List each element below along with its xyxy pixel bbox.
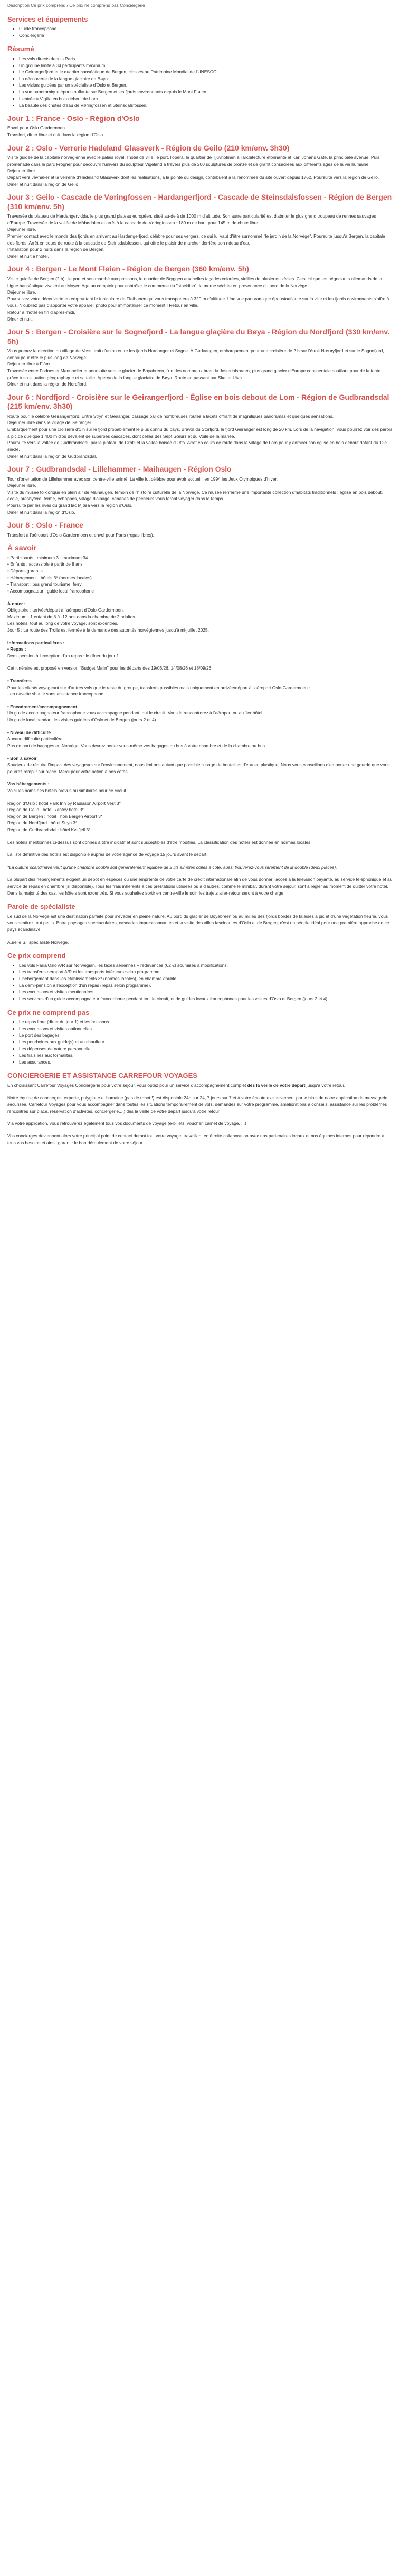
info-item: • Accompagnateur : guide local francophone [7,588,94,594]
day-text: Visite guidée de Bergen (2 h) : le port et son marché aux poissons, le quartier de Bryggen aux belles façades colorées, vieilles de plusieurs siècles. C'est ici que les négociants allemands de la Ligue hanséatique vivaient au Moyen Âge un comptoir pour contrôler le commerce du "stockfish", la morue séchée en provenance du nord de la Norvège. [7,276,382,288]
list-item: • L'hébergement dans les établissements 3* (normes locales), en chambre double. [19,975,393,982]
list-item: • Conciergerie [19,32,393,39]
day-text: Traversée entre Fodnes et Mannheller et poursuite vers le glacier de Boyabreen, l'un des nombreux bras du Jostedalsbreen, plus grand glacier d'Europe continentale soufflant pour de la fonte grâce à sa situation géographique et sa taille. Aperçu de la langue glaciaire de Bøya. Route en passant par Skei et Utvik. [7,368,381,380]
comprend-list [7,962,393,1002]
note-text: Jour 5 : La route des Trolls est fermée à la demande des autorités norvégiennes jusqu'à mi-juillet 2025. [7,627,209,633]
hotel-item: Région de Gudbrandsdal : hôtel Kvitfjell 3* [7,826,91,832]
list-item: • Les excursions et visites optionnelles. [19,1026,393,1032]
list-item: • Les assurances. [19,1059,393,1066]
day-title: Jour 3 : Geilo - Cascade de Vøringfossen - Hardangerfjord - Cascade de Steinsdalsfossen - Région de Bergen (310 km/env. 5h) [7,193,392,211]
hotels-note: La liste définitive des hôtels est disponible auprès de votre agence de voyage 15 jours avant le départ. [7,852,208,858]
difficulte-text: Aucune difficulté particulière. [7,736,64,742]
specialiste-signature: Aurélie S., spécialiste Norvège. [7,939,69,945]
transferts-text: - en navette shuttle sans assistance francophone. [7,691,105,697]
note-text: Obligatoire : arrivée/départ à l'aéroport d'Oslo-Gardermoen. [7,607,125,613]
conciergerie-text-part: En choisissant Carrefour Voyages Conciergerie pour votre séjour, vous optez pour un service d'accompagnement complet [7,1082,247,1088]
conciergerie-text-part: jusqu'à votre retour. [305,1082,346,1088]
day-text: Dîner et nuit dans la région de Gudbrandsdal. [7,453,97,459]
resume-list [7,55,393,109]
list-item: • Le repas libre (dîner du jour 1) et les boissons. [19,1019,393,1026]
info-item: • Enfants : accessible à partir de 8 ans [7,561,83,567]
day-text: Embarquement pour une croisière d'1 h sur le fjord probablement le plus connu du pays. Bravo! du Storfjord, le fjord Geiranger est long de 20 km. Lors de la navigation, vous pourrez voir des parois à pic de quelque 1.400 m d'où dévalent de superbes cascades, dont celles des Sept Sœurs et du Voile de la mariée. [7,427,393,439]
info-title: Informations particulières : [7,640,64,645]
list-item: • La beauté des chutes d'eau de Vøringfossen et Steinsdalsfossen. [19,102,393,109]
specialiste-text: Le sud de la Norvège est une destination parfaite pour s'évader en pleine nature. Au bord du glacier de Boyabreen ou au milieu des fjords bordés de falaises à pic et d'une végétation fleurie, vous vous sentirez tout petits. Entre paysages spectaculaires, cascades impressionnantes et la visite des villes fascinantes d'Oslo et de Bergen, c'est un périple idéal pour une première approche de ce pays scandinave. [7,913,389,933]
transferts-text: Pour les clients voyageant sur d'autres vols que le reste du groupe, transferts possibles mais uniquement en arrivée/départ à l'aéroport Oslo-Gardermoen : [7,684,310,690]
encadrement-text: Un guide accompagnateur francophone vous accompagne pendant tout le circuit. Vous le rencontrerez à l'aéroport ou au 1er hôtel. [7,710,264,716]
ne-comprend-title: Ce prix ne comprend pas [7,1008,90,1017]
services-title: Services et équipements [7,15,88,23]
list-item: • Les vols directs depuis Paris. [19,55,393,62]
list-item: • Les excursions et visites mentionnées. [19,989,393,995]
day-text: Dîner et nuit dans la région de Nordfjord. [7,381,88,387]
list-item: • La demi-pension à l'exception d'un repas (repas selon programme). [19,982,393,989]
hotels-note: Les hôtels mentionnés ci-dessus sont donnés à titre indicatif et sont susceptibles d'être modifiés. La classification des hôtels est donnée en normes locales. [7,839,312,845]
budget-text: Cet itinéraire est proposé en version "Budget Malin" pour les départs des 19/06/26, 14/08/26 et 18/09/26. [7,665,213,671]
conciergerie-text: Vos concierges deviennent alors votre principal point de contact durant tout votre voyage, travaillant en étroite collaboration avec nos partenaires locaux et nos équipes internes pour répondre à tous vos besoins et ainsi, garantir le bon déroulement de votre séjour. [7,1133,385,1145]
practical-note: La plupart des hébergements exigent un dépôt en espèces ou une empreinte de votre carte de crédit internationale afin de vous donner l'accès à la télévision payante, au service téléphonique et au service de repas en chambre (si disponible). Tous les frais inhérents à ces prestations utilisées ou à d'autres, comme le minibar, durant votre séjour, sont à régler au moment de quitter votre hôtel. [7,877,393,889]
specialiste-title: Parole de spécialiste [7,902,75,911]
day-text: Envol pour Oslo Gardermoen. [7,125,66,131]
day-text: Poursuite vers la vallée de Gudbrandsdal, par le plateau de Grotli et la vallée boisée d'Otta. Arrêt en cours de route dans le village de Lom pour y admirer son église en bois debout datant du 12e siècle. [7,440,387,452]
conciergerie-title: CONCIERGERIE ET ASSISTANCE CARREFOUR VOYAGES [7,1071,197,1080]
day-text: Route pour le célèbre Geirangerfjord. Entre Stryn et Geiranger, passage par de nombreuses routes à lacets offrant de magnifiques panoramas et quelques sensations. [7,413,334,419]
day-title: Jour 2 : Oslo - Verrerie Hadeland Glassverk - Région de Geilo (210 km/env. 3h30) [7,143,290,152]
list-item: • Le port des bagages. [19,1032,393,1039]
hotel-item: Région de Bergen : hôtel Thon Bergen Airport 3* [7,813,103,819]
hotel-item: Région de Geilo : hôtel Rantey hotel 3* [7,807,84,813]
encadrement-text: Un guide local pendant les visites guidées d'Oslo et de Bergen (jours 2 et 4) [7,717,156,723]
difficulte-title: • Niveau de difficulté [7,729,51,735]
note-text: Les hôtels, tout au long de votre voyage, sont excentrés. [7,621,118,626]
list-item: • Les transferts aéroport A/R et les transports intérieurs selon programme. [19,969,393,975]
a-savoir-title: À savoir [7,543,37,552]
note-title: À noter : [7,600,26,606]
list-item: • La découverte de la langue glaciaire de Bøya. [19,76,393,82]
day-text: Premier contact avec le monde des fjords en arrivant au Hardangerfjord, célèbre pour ses vergers, ce qui lui vaut d'être surnommé "le jardin de la Norvège". Poursuite jusqu'à Bergen, la capitale des fjords. Arrêt en cours de route à la cascade de Steinsdalsfossen, qui offre le plaisir de marcher derrière son rideau d'eau. [7,233,385,246]
hotel-item: Région du Nordfjord : hôtel Stryn 3* [7,820,78,826]
comprend-title: Ce prix comprend [7,952,66,960]
conciergerie-text: Via votre application, vous retrouverez également tous vos documents de voyage (e-billets, voucher, carnet de voyage, ...) [7,1121,246,1126]
day-text: Dîner et nuit à l'hôtel. [7,253,49,259]
list-item: • L'entrée à Vigilia en bois debout de Lom. [19,96,393,102]
day-text: Tour d'orientation de Lillehammer avec son centre-ville animé. La ville fut célèbre pour avoir accueilli en 1994 les Jeux Olympiques d'hiver. [7,476,278,482]
day-text: Dîner et nuit dans la région d'Oslo. [7,509,75,515]
resume-title: Résumé [7,45,34,53]
difficulte-text: Pas de port de bagages en Norvège. Vous devrez porter vous-même vos bagages du bus à votre chambre et de la chambre au bus. [7,742,266,748]
geste-title: • Bon à savoir [7,755,37,761]
day-title: Jour 7 : Gudbrandsdal - Lillehammer - Maihaugen - Région Oslo [7,465,232,474]
ne-comprend-list [7,1019,393,1065]
conciergerie-text: Notre équipe de concierges, experte, polyglotte et humaine (pas de robot !) est disponible 24h sur 24, 7 jours sur 7 et à votre écoute exclusivement par le biais de notre application de messagerie sécurisée. Carrefour Voyages pour vous accompagner dans toutes les situations temporairement de vols, demandes sur votre programme, améliorations à conseils, assistance sur les problèmes rencontrés sur place, réservation d'activités, conciergerie... ) dès la veille de votre départ jusqu'à votre retour. [7,1095,388,1114]
day-text: Dîner et nuit dans la région de Geilo. [7,181,80,187]
info-item: • Hébergement : hôtels 3* (normes locales) [7,575,92,580]
day-text: Déjeuner libre. [7,227,36,232]
ecolo-note: Dans la majorité des cas, les hôtels sont excentrés. Si vous souhaitez sortir en centre-ville le soir, les trajets aller-retour seront à votre charge. [7,890,285,896]
day-title: Jour 8 : Oslo - France [7,521,83,530]
day-title: Jour 5 : Bergen - Croisière sur le Sognefjord - La langue glaçière du Bøya - Région du Nordfjord (330 km/env. 5h) [7,327,389,345]
day-title: Jour 1 : France - Oslo - Région d'Oslo [7,114,140,123]
repas-title: • Repas : [7,646,26,652]
list-item: • Les pourboires aux guide(s) et au chauffeur. [19,1039,393,1046]
day-text: Déjeuner libre. [7,483,36,488]
day-text: Déjeuner libre dans le village de Geiranger [7,420,91,426]
day-text: Déjeuner libre. [7,289,36,295]
day-title: Jour 4 : Bergen - Le Mont Fløien - Région de Bergen (360 km/env. 5h) [7,265,249,274]
day-text: Départ vers Jevnaker et la verrerie d'Hadeland Glassverk dont les réalisations, à la pointe du design, contribuent à la renommée du site ouvert depuis 1762. Poursuite vers la région de Geilo. [7,174,379,180]
day-text: Vous prenez la direction du village de Voss, trait d'union entre les fjords Hardanger et Sogne. À Gudvangen, embarquement pour une croisière de 2 h sur l'étroit Nærøyfjord et sur le Sognefjord, connu pour être le plus long de Norvège. [7,348,384,360]
conciergerie-text-bold: dès la veille de votre départ [247,1082,306,1088]
culture-note: *La culture scandinave veut qu'une chambre double soit généralement équipée de 2 lits simples collés à côté, aussi trouverez-vous rarement de lit double (deux places). [7,864,337,870]
day-text: Transfert à l'aéroport d'Oslo Gardermoen et envol pour Paris (repas libres). [7,532,154,538]
hotel-item: Région d'Oslo : hôtel Park Inn by Radisson Airport Vest 3* [7,800,121,806]
list-item: • Les services d'un guide accompagnateur francophone pendant tout le circuit, et de guides locaux francophones pour les visites d'Oslo et Bergen (jours 2 et 4). [19,995,393,1002]
note-text: Maximum : 1 enfant de 8 à -12 ans dans la chambre de 2 adultes. [7,614,136,619]
day-text: Déjeuner libre à Flåm. [7,361,51,367]
day-title: Jour 6 : Nordfjord - Croisière sur le Geirangerfjord - Église en bois debout de Lom - Région de Gudbrandsdal (215 km/env. 3h30) [7,392,389,411]
page [0,0,400,1151]
list-item: • Le Geirangerfjord et le quartier hanséatique de Bergen, classés au Patrimoine Mondial de l'UNESCO. [19,69,393,76]
day-text: Dîner et nuit. [7,316,33,322]
day-text: Traversée du plateau de Hardangervidda, le plus grand plateau européen, situé au-delà de 1000 m d'altitude. Son autre particularité est d'abriter le plus grand troupeau de rennes sauvages d'Europe. Traversée de la vallée de Måbødalen et arrêt à la cascade de Vøringfossen : 180 m de haut pour 145 m de chute libre ! [7,213,376,225]
conciergerie-text [7,1082,393,1089]
encadrement-title: • Encadrement/accompagnement [7,703,77,709]
geste-text: Soucieux de réduire l'impact des voyageurs sur l'environnement, nous limitons autant que possible l'usage de bouteilles d'eau en plastique. Nous vous conseillons d'emporter une gourde que vous pourrez remplir sur place. Merci pour votre action à nos côtés. [7,762,390,774]
services-list [7,25,393,39]
day-text: Transfert, dîner libre et nuit dans la région d'Oslo. [7,132,104,137]
list-item: • Les frais liés aux formalités. [19,1052,393,1059]
tab-bar[interactable]: Description Ce prix comprend / Ce prix ne comprend pas Conciergerie [7,3,145,8]
day-text: Retour à l'hôtel en fin d'après-midi. [7,309,75,315]
info-item: • Participants : minimum 3 - maximum 34 [7,554,88,560]
day-text: Visite guidée de la capitale norvégienne avec le palais royal, l'hôtel de ville, le port, l'opéra, le quartier de Tjuvholmen à l'architecture étonnante et Karl Johans Gate, la principale avenue. Puis, promenade dans le parc Frogner pour découvrir l'univers du sculpteur Vigeland à travers plus de 200 sculptures de bronze et de granit consacrées aux différents âges de la vie humaine. [7,155,381,167]
day-text: Déjeuner libre. [7,168,36,174]
repas-text: Demi-pension à l'exception d'un repas : le dîner du jour 1. [7,653,120,659]
list-item: • Les dépenses de nature personnelle. [19,1046,393,1052]
day-text: Visite du musée folklorique en plein air de Maihaugen, témoin de l'histoire culturelle de la Norvège. Ce musée renferme une importante collection d'habitats traditionnels : église en bois debout, école, presbytère, ferme, échoppes, village d'alpage, cabanes de pêcheurs vous feront voyager dans le temps. [7,489,383,502]
list-item: • Guide francophone [19,25,393,32]
list-item: • Les visites guidées par un spécialiste d'Oslo et Bergen. [19,82,393,89]
day-text: Installation pour 2 nuits dans la région de Bergen. [7,247,105,252]
day-text: Poursuivez votre découverte en empruntant le funiculaire de Fløibanen qui vous transportera à 320 m d'altitude. Une vue panoramique époustouflante sur la ville et les fjords environnants s'offre à vous. N'oubliez pas d'apporter votre appareil photo pour immortaliser ce moment ! Retour en ville. [7,296,389,308]
list-item: • Un groupe limité à 34 participants maximum. [19,62,393,69]
list-item: • Les vols Paris/Oslo A/R sur Norwegian, les taxes aériennes + redevances (62 €) soumises à modifications. [19,962,393,969]
list-item: • La vue panoramique époustouflante sur Bergen et les fjords environnants depuis le Mont Fløien. [19,89,393,96]
day-text: Poursuite par les rives du grand lac Mjøsa vers la région d'Oslo. [7,503,133,509]
hebergements-intro: Voici les noms des hôtels prévus ou similaires pour ce circuit : [7,787,129,793]
hebergements-title: Vos hébergements : [7,781,50,787]
info-item: • Départs garantis [7,568,43,574]
info-item: • Transport : bus grand tourisme, ferry [7,581,82,587]
transferts-title: • Transferts [7,678,32,684]
